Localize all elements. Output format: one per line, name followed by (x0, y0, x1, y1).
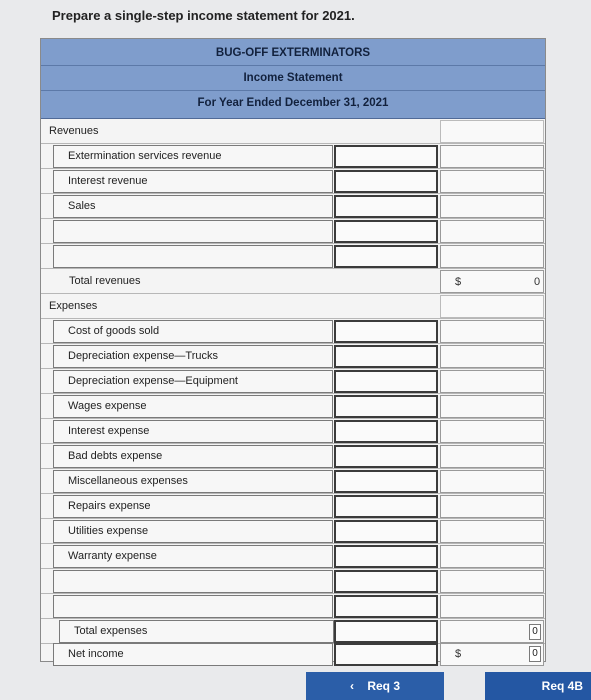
expense-row (41, 344, 545, 369)
expense-amount-input[interactable] (334, 545, 438, 568)
expense-account-select[interactable]: Cost of goods sold (53, 320, 333, 343)
expense-amount-input[interactable] (334, 570, 438, 593)
amount-cell (440, 445, 544, 468)
revenue-row (41, 244, 545, 269)
expense-amount-input[interactable] (334, 495, 438, 518)
next-req-label: Req 4B (541, 679, 583, 693)
company-name: BUG-OFF EXTERMINATORS (215, 47, 371, 59)
expense-account-select[interactable]: Utilities expense (53, 520, 333, 543)
revenue-row (41, 194, 545, 219)
expense-account-select[interactable] (53, 595, 333, 618)
expense-account-select[interactable]: Miscellaneous expenses (53, 470, 333, 493)
amount-cell (440, 420, 544, 443)
amount-cell (440, 220, 544, 243)
next-req-button[interactable] (485, 672, 591, 700)
chevron-left-icon: ‹ (349, 679, 354, 693)
amount-cell (440, 495, 544, 518)
income-statement-worksheet (40, 38, 546, 662)
expense-amount-input[interactable] (334, 420, 438, 443)
statement-period: For Year Ended December 31, 2021 (197, 97, 389, 109)
revenue-row (41, 169, 545, 194)
net-income-value: 0 (529, 646, 541, 662)
amount-cell (440, 145, 544, 168)
revenue-account-select[interactable]: Extermination services revenue (53, 145, 333, 168)
expense-row (41, 369, 545, 394)
total-expenses-input[interactable] (334, 620, 438, 643)
instruction-text: Prepare a single-step income statement for 2021. (52, 8, 355, 23)
expense-amount-input[interactable] (334, 345, 438, 368)
amount-cell (440, 395, 544, 418)
revenues-section-row (41, 119, 545, 144)
amount-cell (440, 170, 544, 193)
revenue-amount-input[interactable] (334, 220, 438, 243)
amount-cell (440, 520, 544, 543)
amount-cell (440, 345, 544, 368)
revenue-amount-input[interactable] (334, 245, 438, 268)
expense-amount-input[interactable] (334, 320, 438, 343)
header-divider (41, 65, 545, 66)
revenue-row (41, 144, 545, 169)
total-revenues-row (41, 269, 545, 294)
expense-account-select[interactable]: Warranty expense (53, 545, 333, 568)
amount-cell (440, 295, 544, 318)
expense-row (41, 569, 545, 594)
total-revenues-value: 0 (534, 276, 541, 288)
amount-cell (440, 545, 544, 568)
expense-account-select[interactable]: Repairs expense (53, 495, 333, 518)
expense-amount-input[interactable] (334, 595, 438, 618)
expense-row (41, 519, 545, 544)
amount-cell (440, 320, 544, 343)
total-expenses-row (41, 619, 545, 644)
expenses-section-row (41, 294, 545, 319)
net-income-row (41, 642, 545, 667)
expense-amount-input[interactable] (334, 520, 438, 543)
net-income-currency: $ (455, 648, 462, 660)
total-revenues-label: Total revenues (69, 275, 141, 287)
prev-req-label: Req 3 (367, 679, 401, 693)
expense-row (41, 319, 545, 344)
expense-row (41, 419, 545, 444)
revenue-account-select[interactable] (53, 220, 333, 243)
revenue-row (41, 219, 545, 244)
amount-cell (440, 195, 544, 218)
amount-cell (440, 595, 544, 618)
expense-row (41, 594, 545, 619)
statement-header (41, 39, 545, 119)
total-revenues-currency: $ (455, 276, 462, 288)
amount-cell (440, 470, 544, 493)
net-income-label: Net income (53, 643, 333, 666)
expense-account-select[interactable]: Depreciation expense—Equipment (53, 370, 333, 393)
expense-amount-input[interactable] (334, 470, 438, 493)
total-expenses-value: 0 (529, 624, 541, 640)
expense-account-select[interactable]: Bad debts expense (53, 445, 333, 468)
revenue-amount-input[interactable] (334, 195, 438, 218)
amount-cell (440, 245, 544, 268)
expense-account-select[interactable]: Interest expense (53, 420, 333, 443)
expense-row (41, 444, 545, 469)
amount-cell (440, 370, 544, 393)
revenues-section-label: Revenues (49, 125, 99, 137)
expense-amount-input[interactable] (334, 445, 438, 468)
revenue-amount-input[interactable] (334, 170, 438, 193)
expense-row (41, 494, 545, 519)
net-income-input[interactable] (334, 643, 438, 666)
expense-account-select[interactable]: Depreciation expense—Trucks (53, 345, 333, 368)
expense-row (41, 394, 545, 419)
expense-account-select[interactable]: Wages expense (53, 395, 333, 418)
expense-row (41, 469, 545, 494)
amount-cell (440, 570, 544, 593)
revenue-account-select[interactable] (53, 245, 333, 268)
total-expenses-label: Total expenses (59, 620, 334, 643)
revenue-account-select[interactable]: Interest revenue (53, 170, 333, 193)
amount-cell (440, 120, 544, 143)
header-divider (41, 90, 545, 91)
statement-title: Income Statement (243, 72, 343, 84)
expense-row (41, 544, 545, 569)
revenue-amount-input[interactable] (334, 145, 438, 168)
revenue-account-select[interactable]: Sales (53, 195, 333, 218)
prev-req-button[interactable] (306, 672, 444, 700)
expenses-section-label: Expenses (49, 300, 98, 312)
expense-account-select[interactable] (53, 570, 333, 593)
expense-amount-input[interactable] (334, 370, 438, 393)
expense-amount-input[interactable] (334, 395, 438, 418)
